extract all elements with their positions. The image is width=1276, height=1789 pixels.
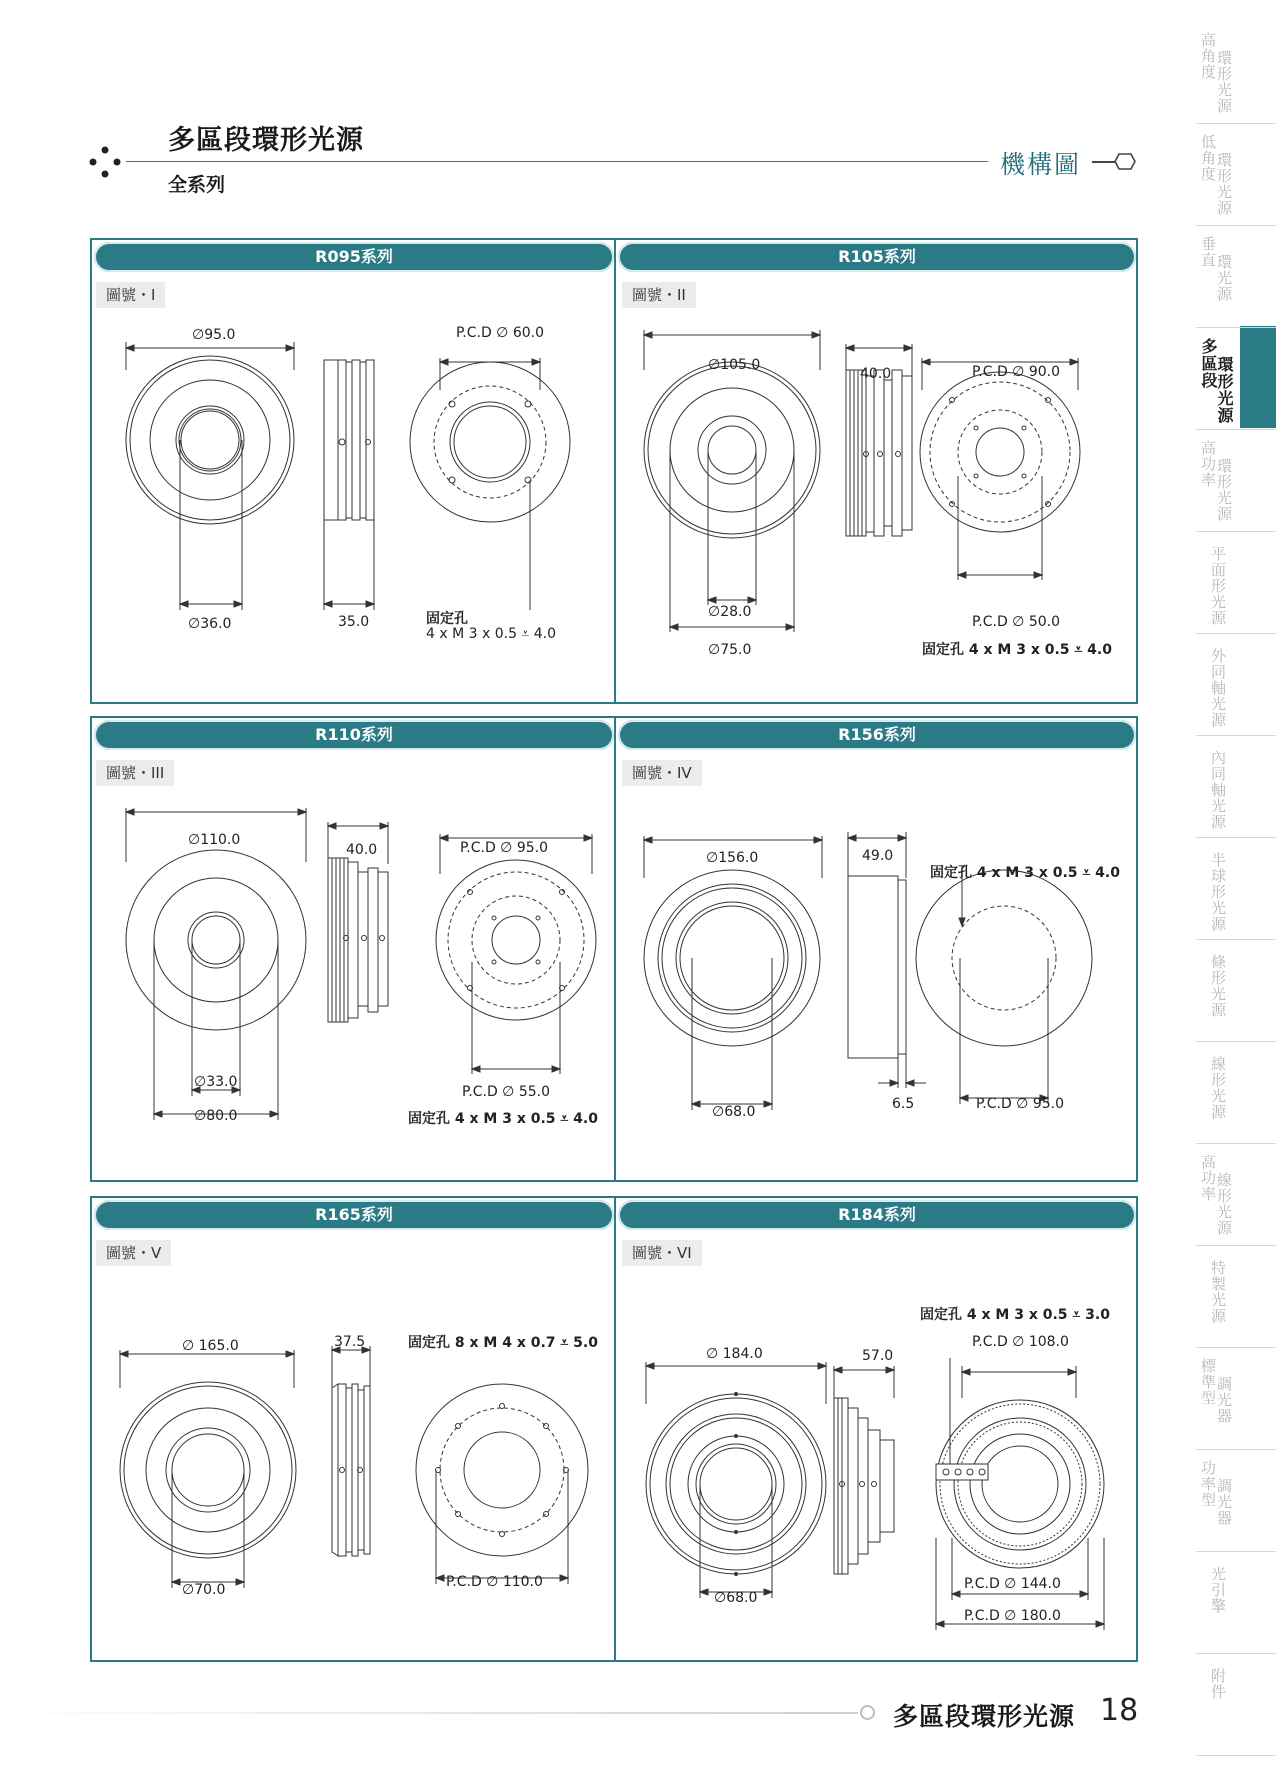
dim-r110-depth: 40.0 — [346, 842, 378, 858]
side-nav-label: 外同軸光源 — [1209, 648, 1227, 728]
figure-label-6: 圖號・VI — [622, 1240, 702, 1266]
dim-r105-outer: ∅105.0 — [708, 357, 761, 373]
side-nav-item-11[interactable] — [1196, 1144, 1276, 1246]
dim-r184-hole: 固定孔 4 x M 3 x 0.5 ⩡ 3.0 — [920, 1307, 1110, 1323]
panel-row-1 — [90, 238, 1138, 704]
side-nav-label: 標準型 — [1199, 1358, 1217, 1406]
side-nav-label: 多區段 — [1199, 338, 1218, 389]
dim-r105-pcd: P.C.D ∅ 90.0 — [972, 364, 1060, 380]
side-nav-item-1[interactable] — [1196, 124, 1276, 226]
drawing-r165 — [92, 1238, 614, 1658]
page-title: 多區段環形光源 — [168, 125, 364, 156]
dim-r105-inner: ∅28.0 — [708, 604, 752, 620]
bullet-dots-icon — [88, 145, 122, 179]
dim-r110-pcd2: P.C.D ∅ 55.0 — [462, 1084, 550, 1100]
dim-r165-outer: ∅ 165.0 — [182, 1338, 239, 1354]
panel-row-3 — [90, 1196, 1138, 1662]
dim-r095-hole-spec: 4 x M 3 x 0.5 ⩡ 4.0 — [426, 626, 557, 642]
section-rule — [1092, 161, 1116, 163]
side-nav-item-4[interactable] — [1196, 430, 1276, 532]
side-nav-label: 垂直 — [1199, 236, 1217, 268]
series-tab-r105[interactable]: R105系列 — [618, 242, 1136, 272]
dim-r165-hole: 固定孔 8 x M 4 x 0.7 ⩡ 5.0 — [408, 1335, 598, 1351]
side-nav-label: 附件 — [1209, 1668, 1227, 1700]
series-tab-r110[interactable]: R110系列 — [94, 720, 614, 750]
dim-r165-depth: 37.5 — [334, 1334, 366, 1350]
side-nav-label: 低角度 — [1199, 134, 1217, 182]
dim-r110-mid: ∅80.0 — [194, 1108, 238, 1124]
series-tab-r184[interactable]: R184系列 — [618, 1200, 1136, 1230]
side-nav-label: 高角度 — [1199, 32, 1217, 80]
hexagon-icon — [1114, 153, 1136, 170]
side-nav-label: 特製光源 — [1209, 1260, 1227, 1324]
dim-r184-pcd2: P.C.D ∅ 144.0 — [964, 1576, 1061, 1592]
dim-r184-pcd: P.C.D ∅ 108.0 — [972, 1334, 1069, 1350]
dim-r165-pcd: P.C.D ∅ 110.0 — [446, 1574, 543, 1590]
dim-r165-inner: ∅70.0 — [182, 1582, 226, 1598]
side-nav-item-8[interactable] — [1196, 838, 1276, 940]
dim-r156-pcd: P.C.D ∅ 95.0 — [976, 1096, 1064, 1112]
dim-r110-inner: ∅33.0 — [194, 1074, 238, 1090]
header-rule — [126, 161, 988, 162]
footer-title: 多區段環形光源 — [893, 1702, 1076, 1731]
figure-label-5: 圖號・V — [96, 1240, 171, 1266]
side-nav-item-5[interactable] — [1196, 532, 1276, 634]
side-nav-item-2[interactable] — [1196, 226, 1276, 328]
side-nav-item-13[interactable] — [1196, 1348, 1276, 1450]
dim-r105-depth: 40.0 — [860, 366, 892, 382]
dim-r105-pcd2: P.C.D ∅ 50.0 — [972, 614, 1060, 630]
side-nav-label: 環形光源 — [1215, 356, 1234, 424]
figure-label-3: 圖號・III — [96, 760, 174, 786]
drawing-r105 — [616, 280, 1138, 700]
footer-circle-icon — [860, 1705, 875, 1720]
dim-r184-outer: ∅ 184.0 — [706, 1346, 763, 1362]
footer-rule — [0, 1712, 858, 1714]
dim-r105-hole: 固定孔 4 x M 3 x 0.5 ⩡ 4.0 — [922, 642, 1112, 658]
side-nav-label: 環形光源 — [1215, 50, 1233, 114]
dim-r105-mid: ∅75.0 — [708, 642, 752, 658]
page-subtitle: 全系列 — [168, 174, 226, 196]
dim-r095-outer: ∅95.0 — [192, 327, 236, 343]
side-nav-label: 環光源 — [1215, 254, 1233, 302]
dim-r184-pcd3: P.C.D ∅ 180.0 — [964, 1608, 1061, 1624]
figure-label-4: 圖號・IV — [622, 760, 702, 786]
figure-label-2: 圖號・II — [622, 282, 696, 308]
side-nav-item-10[interactable] — [1196, 1042, 1276, 1144]
side-nav-label: 線形光源 — [1215, 1172, 1233, 1236]
dim-r095-inner: ∅36.0 — [188, 616, 232, 632]
side-nav-item-3[interactable] — [1196, 328, 1276, 430]
section-title: 機構圖 — [1000, 150, 1082, 179]
side-nav-label: 線形光源 — [1209, 1056, 1227, 1120]
figure-label-1: 圖號・I — [96, 282, 165, 308]
side-nav-label: 高功率 — [1199, 440, 1217, 488]
drawing-r156 — [616, 758, 1138, 1178]
series-tab-r165[interactable]: R165系列 — [94, 1200, 614, 1230]
series-tab-r156[interactable]: R156系列 — [618, 720, 1136, 750]
dim-r110-outer: ∅110.0 — [188, 832, 241, 848]
side-nav-label: 平面形光源 — [1209, 546, 1227, 626]
side-nav-label: 調光器 — [1215, 1376, 1233, 1424]
side-nav-label: 光引擎 — [1209, 1566, 1227, 1614]
side-nav-item-7[interactable] — [1196, 736, 1276, 838]
drawing-r184 — [616, 1238, 1138, 1658]
side-nav — [1196, 22, 1276, 1756]
dim-r095-depth: 35.0 — [338, 614, 370, 630]
series-tab-r095[interactable]: R095系列 — [94, 242, 614, 272]
dim-r156-hole: 固定孔 4 x M 3 x 0.5 ⩡ 4.0 — [930, 865, 1120, 881]
side-nav-item-15[interactable] — [1196, 1552, 1276, 1654]
dim-r110-pcd: P.C.D ∅ 95.0 — [460, 840, 548, 856]
side-nav-label: 功率型 — [1199, 1460, 1217, 1508]
side-nav-item-14[interactable] — [1196, 1450, 1276, 1552]
dim-r156-step: 6.5 — [892, 1096, 915, 1112]
side-nav-item-6[interactable] — [1196, 634, 1276, 736]
dim-r184-depth: 57.0 — [862, 1348, 894, 1364]
dim-r095-pcd: P.C.D ∅ 60.0 — [456, 325, 544, 341]
side-nav-item-16[interactable] — [1196, 1654, 1276, 1756]
dim-r156-inner: ∅68.0 — [712, 1104, 756, 1120]
side-nav-label: 環形光源 — [1215, 152, 1233, 216]
page-number: 18 — [1100, 1693, 1139, 1728]
side-nav-item-9[interactable] — [1196, 940, 1276, 1042]
side-nav-label: 內同軸光源 — [1209, 750, 1227, 830]
dim-r156-outer: ∅156.0 — [706, 850, 759, 866]
side-nav-item-0[interactable] — [1196, 22, 1276, 124]
dim-r184-inner: ∅68.0 — [714, 1590, 758, 1606]
dim-r156-depth: 49.0 — [862, 848, 894, 864]
side-nav-label: 高功率 — [1199, 1154, 1217, 1202]
side-nav-label: 調光器 — [1215, 1478, 1233, 1526]
dim-r110-hole: 固定孔 4 x M 3 x 0.5 ⩡ 4.0 — [408, 1111, 598, 1127]
side-nav-item-12[interactable] — [1196, 1246, 1276, 1348]
side-nav-label: 條形光源 — [1209, 954, 1227, 1018]
side-nav-label: 環形光源 — [1215, 458, 1233, 522]
dim-r095-hole-title: 固定孔 — [426, 611, 468, 627]
panel-row-2 — [90, 716, 1138, 1182]
side-nav-label: 半球形光源 — [1209, 852, 1227, 932]
